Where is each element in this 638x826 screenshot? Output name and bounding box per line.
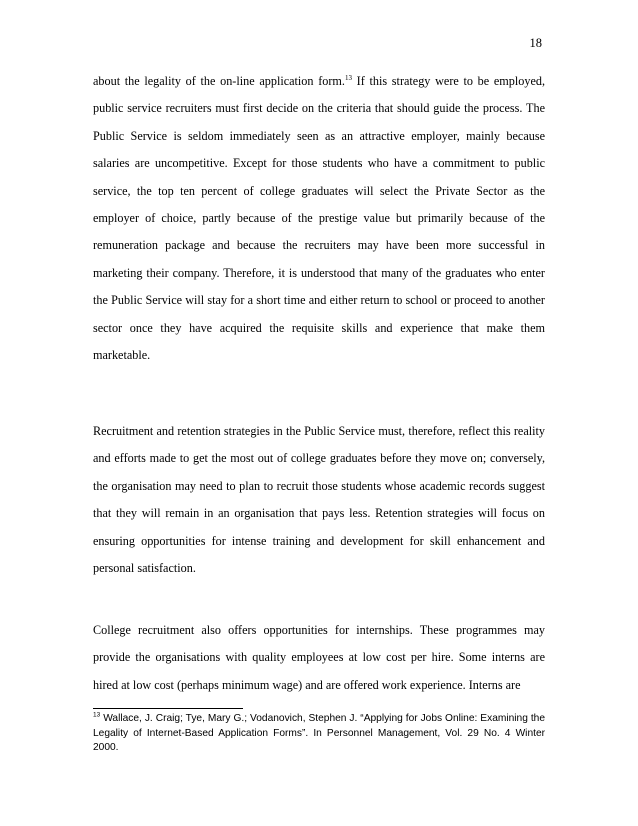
paragraph-1-text-rest: If this strategy were to be employed, public service recruiters must first decide on the criteria that should guide the process. The Public Service is seldom immediately seen as an attractive employer, mainly because salaries are uncompetitive. Except for those students who have a commitment to public service, the top ten percent of college graduates will select the Private Sector as the employer of choice, partly because of the prestige value but primarily because of the remuneration package and because the recruiters may have been more successful in marketing their company. Therefore, it is understood that many of the graduates who enter the Public Service will stay for a short time and either return to school or proceed to another sector once they have acquired the requisite skills and experience that make them marketable. [93, 74, 546, 363]
footnote-13 [93, 712, 545, 756]
page-number: 18 [529, 36, 542, 50]
body-paragraph-1 [93, 68, 545, 369]
body-paragraph-2: Recruitment and retention strategies in the Public Service must, therefore, reflect this reality and efforts made to get the most out of college graduates before they move on; conversely, the organisation may need to plan to recruit those students whose academic records suggest that they will remain in an organisation that pays less. Retention strategies will focus on ensuring opportunities for intense training and development for skill enhancement and personal satisfaction. [93, 424, 545, 576]
footnote-marker: 13 [93, 711, 101, 719]
body-paragraph-3: College recruitment also offers opportunities for internships. These programmes may provide the organisations with quality employees at low cost per hire. Some interns are hired at low cost (perhaps minimum wage) and are offered work experience. Interns are [93, 623, 545, 692]
footnote-text: Wallace, J. Craig; Tye, Mary G.; Vodanovich, Stephen J. “Applying for Jobs Online: Examining the Legality of Internet-Based Application Forms”. In Personnel Management, Vol. 29 No. 4 Winter 2000. [93, 713, 545, 754]
footnote-separator [93, 708, 243, 709]
footnote-reference-13[interactable]: 13 [344, 73, 352, 82]
paragraph-1-text-start: about the legality of the on-line application form. [93, 74, 345, 88]
